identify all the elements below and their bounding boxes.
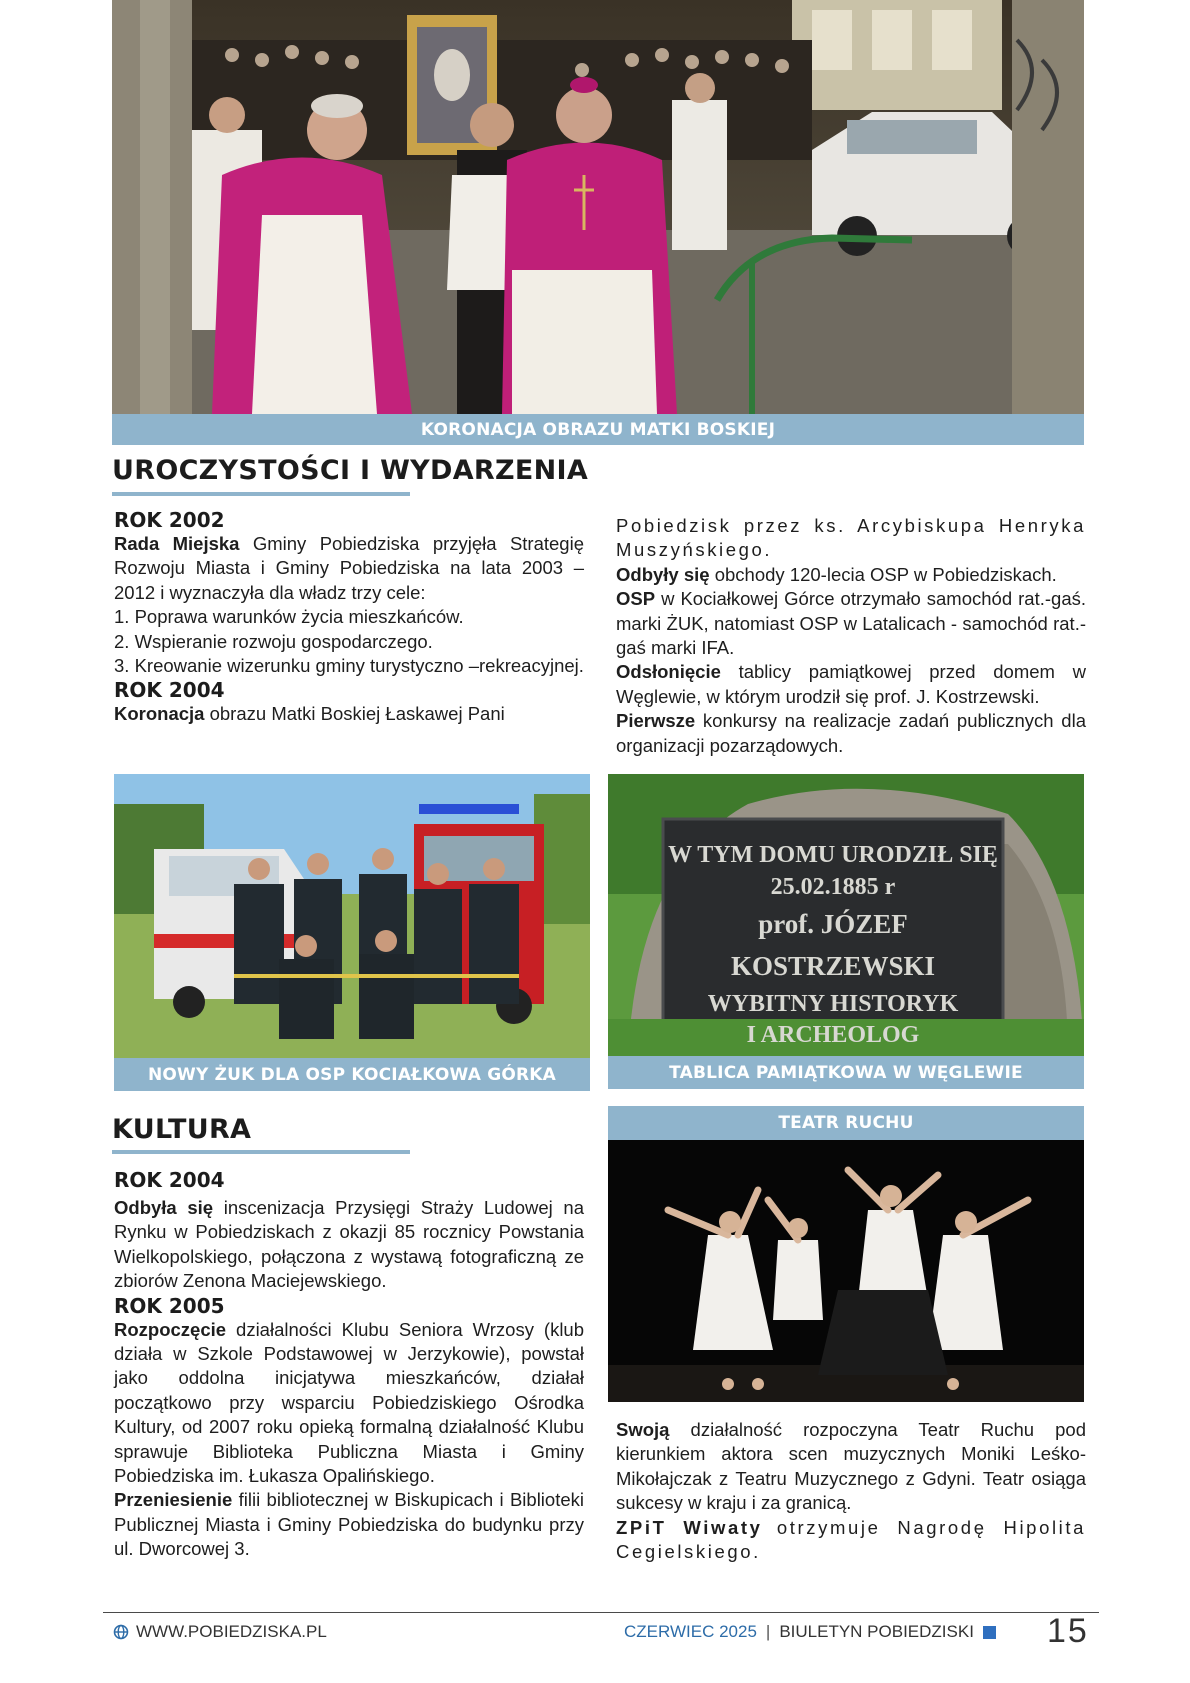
coronation-caption: KORONACJA OBRAZU MATKI BOSKIEJ	[112, 414, 1084, 445]
plaque-caption: TABLICA PAMIĄTKOWA W WĘGLEWIE	[608, 1056, 1084, 1089]
lead-koronacja: Koronacja	[114, 703, 205, 725]
paragraph-osp-zuk	[616, 587, 1086, 660]
culture-year-heading-2005: ROK 2005	[114, 1293, 225, 1318]
culture-year-heading-2004: ROK 2004	[114, 1168, 225, 1192]
culture-title-underline	[112, 1150, 410, 1154]
paragraph-zpit	[616, 1516, 1086, 1565]
paragraph-koronacja	[114, 702, 584, 726]
footer-website-text: WWW.POBIEDZISKA.PL	[136, 1622, 327, 1641]
footer-date: CZERWIEC 2025	[624, 1622, 757, 1641]
events-title-underline	[112, 492, 410, 496]
paragraph-inscenizacja	[114, 1196, 584, 1294]
lead-zpit: ZPiT Wiwaty	[616, 1516, 763, 1538]
events-section-title: UROCZYSTOŚCI I WYDARZENIA	[112, 455, 589, 486]
fire-truck-caption: NOWY ŻUK DLA OSP KOCIAŁKOWA GÓRKA	[114, 1058, 590, 1091]
footer-issue	[624, 1622, 996, 1642]
text-inscenizacja: inscenizacja Przysięgi Straży Ludowej na Rynku w Pobiedziskach z okazji 85 rocznicy Powstania Wielkopolskiego, połączona z wystawą fotograficzną ze zbiorów Zenona Maciejewskiego.	[114, 1197, 584, 1292]
footer-publication: BIULETYN POBIEDZISKI	[779, 1622, 974, 1641]
paragraph-klub-seniora	[114, 1318, 584, 1489]
text-osp-zuk: w Kociałkowej Górce otrzymało samochód rat.-gaś. marki ŻUK, natomiast OSP w Latalicach - samochód rat.-gaś marki IFA.	[616, 588, 1086, 659]
culture-column-right	[616, 1418, 1086, 1564]
lead-swoja: Swoją	[616, 1419, 670, 1440]
paragraph-rada-miejska	[114, 532, 584, 605]
footer-separator: |	[765, 1622, 771, 1641]
text-koronacja-part2: Pobiedzisk przez ks. Arcybiskupa Henryka Muszyńskiego.	[616, 515, 1086, 561]
paragraph-osp-120	[616, 563, 1086, 587]
text-teatr-ruchu: działalność rozpoczyna Teatr Ruchu pod kierunkiem aktora scen muzycznych Moniki Leśko-Mikołajczak z Teatru Muzycznego z Gdyni. Teatr osiąga sukcesy w kraju i za granicą.	[616, 1419, 1087, 1514]
footer-divider	[103, 1612, 1099, 1613]
goal-3: 3. Kreowanie wizerunku gminy turystyczno –rekreacyjnej.	[114, 655, 584, 677]
plaque-line-2: 25.02.1885 r	[770, 874, 896, 900]
culture-section-title: KULTURA	[112, 1114, 252, 1145]
plaque-line-4: WYBITNY HISTORYK	[707, 991, 959, 1017]
year-heading-2002: ROK 2002	[114, 508, 225, 532]
text-odsloniecie: tablicy pamiątkowej przed domem w Węglewie, w którym urodził się prof. J. Kostrzewski.	[616, 661, 1087, 707]
theatre-caption: TEATR RUCHU	[608, 1106, 1084, 1140]
paragraph-teatr-ruchu	[616, 1418, 1086, 1516]
text-zpit: otrzymuje Nagrodę Hipolita Cegielskiego.	[616, 1516, 1087, 1563]
lead-odbyly-sie: Odbyły się	[616, 563, 710, 585]
text-koronacja-part1: obrazu Matki Boskiej Łaskawej Pani	[209, 703, 505, 725]
year-heading-2004: ROK 2004	[114, 678, 225, 703]
footer-website[interactable]	[113, 1622, 327, 1642]
lead-rada-miejska: Rada Miejska	[114, 533, 240, 554]
plaque-photo	[608, 774, 1084, 1056]
goal-2: 2. Wspieranie rozwoju gospodarczego.	[114, 630, 433, 652]
text-przeniesienie: filii bibliotecznej w Biskupicach i Biblioteki Publicznej Miasta i Gminy Pobiedziska do budynku przy ul. Dworcowej 3.	[114, 1489, 584, 1560]
text-konkursy: konkursy na realizacje zadań publicznych dla organizacji pozarządowych.	[616, 710, 1086, 756]
footer-square-icon	[983, 1626, 996, 1639]
events-column-left	[114, 508, 584, 727]
lead-odbyla-sie: Odbyła się	[114, 1197, 214, 1218]
events-column-right	[616, 514, 1086, 758]
text-klub-seniora: działalności Klubu Seniora Wrzosy (klub działa w Szkole Podstawowej w Jerzykowie), powstał jako oddolna inicjatywa mieszkańców, działał początkowo przy wsparciu Pobiedziskiego Ośrodka Kultury, od 2007 roku opieką formalną działalność Klubu sprawuje Biblioteka Publiczna Miasta i Gminy Pobiedziska im. Łukasza Opalińskiego.	[114, 1318, 585, 1487]
fire-truck-photo	[114, 774, 590, 1058]
text-osp-120: obchody 120-lecia OSP w Pobiedziskach.	[714, 563, 1057, 585]
paragraph-odsloniecie	[616, 660, 1086, 709]
plaque-line-5: I ARCHEOLOG	[746, 1022, 920, 1048]
globe-icon	[113, 1624, 129, 1640]
theatre-photo	[608, 1140, 1084, 1402]
page-number: 15	[1047, 1612, 1089, 1650]
plaque-line-3: prof. JÓZEF KOSTRZEWSKI	[730, 909, 936, 981]
lead-pierwsze: Pierwsze	[616, 710, 696, 732]
lead-rozpoczecie: Rozpoczęcie	[114, 1318, 227, 1340]
text-rada-miejska: Gminy Pobiedziska przyjęła Strategię Rozwoju Miasta i Gminy Pobiedziska na lata 2003 – 2012 i wyznaczyła dla władz trzy cele:	[114, 533, 584, 603]
paragraph-konkursy	[616, 709, 1086, 758]
culture-column-left	[114, 1168, 584, 1562]
paragraph-przeniesienie	[114, 1488, 584, 1561]
lead-przeniesienie: Przeniesienie	[114, 1489, 233, 1511]
plaque-inscription	[663, 839, 1003, 1049]
lead-odsloniecie: Odsłonięcie	[616, 661, 721, 683]
lead-osp: OSP	[616, 588, 656, 610]
plaque-line-1: W TYM DOMU URODZIŁ SIĘ	[668, 842, 998, 868]
coronation-photo	[112, 0, 1084, 414]
goal-1: 1. Poprawa warunków życia mieszkańców.	[114, 606, 464, 628]
